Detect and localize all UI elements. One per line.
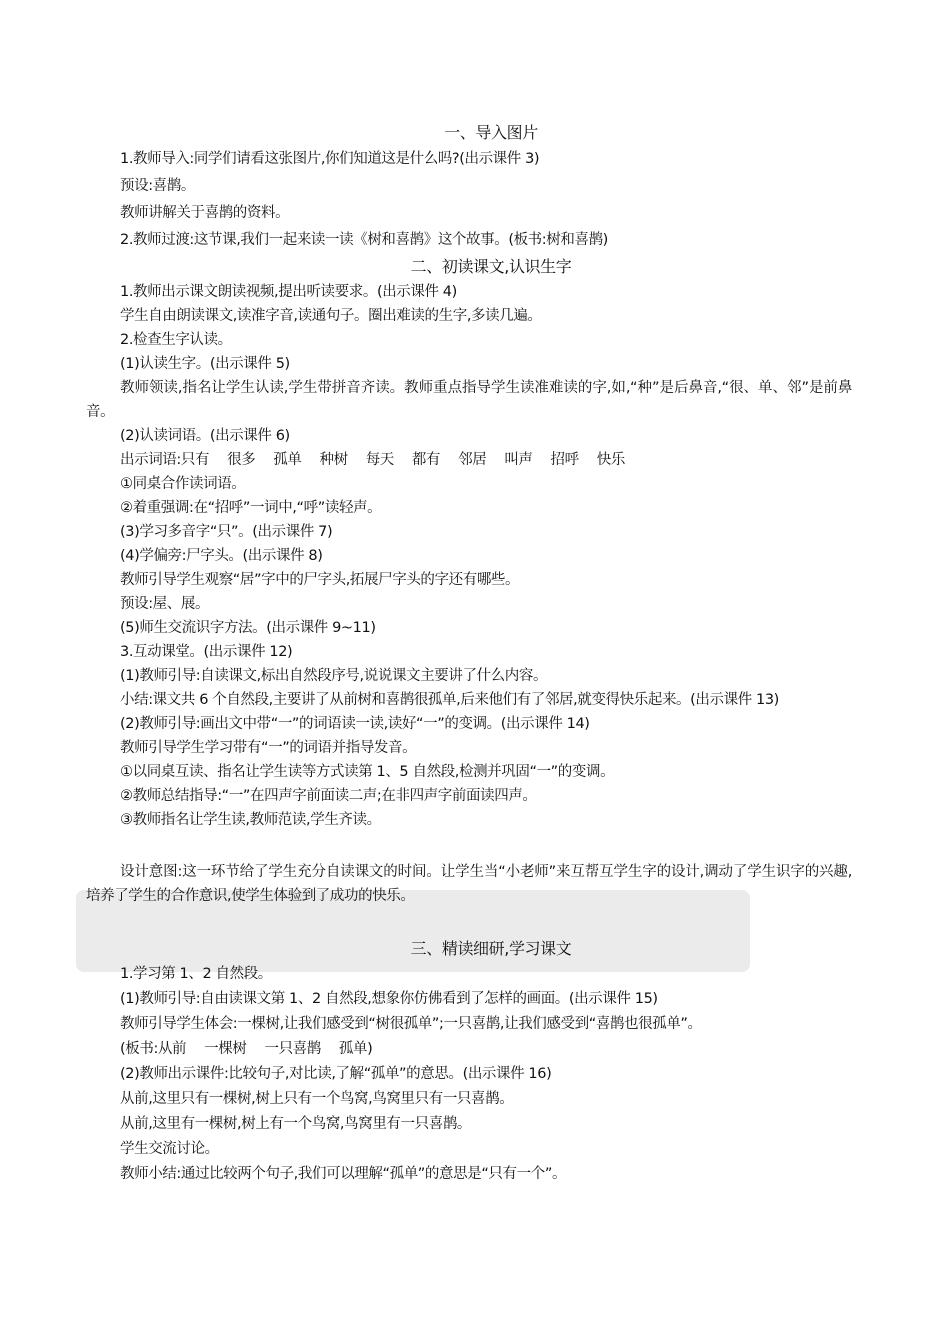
text-line: 教师小结:通过比较两个句子,我们可以理解“孤单”的意思是“只有一个”。 [120, 1166, 567, 1182]
text-line: 从前,这里只有一棵树,树上只有一个鸟窝,鸟窝里只有一只喜鹊。 [120, 1091, 514, 1107]
text-line: ①同桌合作读词语。 [120, 476, 246, 492]
word: 都有 [411, 452, 441, 468]
design-note: 设计意图:这一环节给了学生充分自读课文的时间。让学生当“小老师”来互帮互学生字的设计,调动了学生识字的兴趣,培养了学生的合作意识,使学生体验到了成功的快乐。 [86, 864, 852, 904]
text-line: (2)教师出示课件:比较句子,对比读,了解“孤单”的意思。(出示课件 16) [120, 1066, 552, 1082]
word: 很多 [227, 452, 256, 468]
text-line: 预设:屋、展。 [120, 596, 210, 612]
text-line: (1)教师引导:自读课文,标出自然段序号,说说课文主要讲了什么内容。 [120, 668, 548, 684]
text-line: ②着重强调:在“招呼”一词中,“呼”读轻声。 [120, 500, 382, 516]
board-note [86, 1037, 852, 1062]
text-line: (1)认读生字。(出示课件 5) [120, 356, 290, 372]
board-item: 从前 [157, 1041, 187, 1057]
word: 孤单 [273, 452, 302, 468]
board-item: 一只喜鹊 [264, 1041, 321, 1057]
word: 快乐 [596, 452, 625, 468]
text-line: ③教师指名让学生读,教师范读,学生齐读。 [120, 812, 381, 828]
board-end: ) [367, 1041, 373, 1057]
paragraph: 教师领读,指名让学生认读,学生带拼音齐读。教师重点指导学生读准难读的字,如,“种”是后鼻音,“很、单、邻”是前鼻音。 [86, 380, 852, 420]
word: 招呼 [550, 452, 579, 468]
text-line: 学生交流讨论。 [120, 1141, 219, 1157]
board-item: 孤单 [338, 1041, 368, 1057]
board-label: (板书: [120, 1041, 158, 1057]
board-item: 一棵树 [204, 1041, 247, 1057]
text-line: 教师引导学生体会:一棵树,让我们感受到“树很孤单”;一只喜鹊,让我们感受到“喜鹊也很孤单”。 [120, 1016, 702, 1032]
section-1 [86, 119, 852, 254]
text-line: 教师讲解关于喜鹊的资料。 [120, 205, 290, 221]
word: 只有 [180, 452, 210, 468]
text-line: (2)教师引导:画出文中带“一”的词语读一读,读好“一”的变调。(出示课件 14) [120, 716, 590, 732]
word: 叫声 [504, 452, 533, 468]
section-2 [86, 254, 852, 936]
text-line: 3.互动课堂。(出示课件 12) [120, 644, 293, 660]
text-line: 2.检查生字认读。 [120, 332, 232, 348]
section-heading: 二、初读课文,认识生字 [410, 257, 572, 276]
section-heading: 一、导入图片 [444, 123, 538, 142]
text-line: 从前,这里有一棵树,树上有一个鸟窝,鸟窝里有一只喜鹊。 [120, 1116, 472, 1132]
text-line: 学生自由朗读课文,读准字音,读通句子。圈出难读的生字,多读几遍。 [120, 308, 542, 324]
text-line: 1.教师出示课文朗读视频,提出听读要求。(出示课件 4) [120, 284, 457, 300]
text-line: 教师引导学生观察“居”字中的尸字头,拓展尸字头的字还有哪些。 [120, 572, 520, 588]
text-line: ②教师总结指导:“一”在四声字前面读二声;在非四声字前面读四声。 [120, 788, 537, 804]
document-body [86, 119, 852, 1187]
text-line: (1)教师引导:自由读课文第 1、2 自然段,想象你仿佛看到了怎样的画面。(出示课件 15) [120, 991, 658, 1007]
text-line: 教师引导学生学习带有“一”的词语并指导发音。 [120, 740, 417, 756]
word: 种树 [319, 452, 348, 468]
text-line: 预设:喜鹊。 [120, 178, 195, 194]
text-line: 2.教师过渡:这节课,我们一起来读一读《树和喜鹊》这个故事。(板书:树和喜鹊) [120, 232, 608, 248]
paragraph: 小结:课文共 6 个自然段,主要讲了从前树和喜鹊很孤单,后来他们有了邻居,就变得快乐起来。(出示课件 13) [120, 692, 779, 708]
text-line: 1.学习第 1、2 自然段。 [120, 966, 272, 982]
word: 每天 [365, 452, 394, 468]
section-3 [86, 936, 852, 1187]
text-line: ①以同桌互读、指名让学生读等方式读第 1、5 自然段,检测并巩固“一”的变调。 [120, 764, 615, 780]
text-line: (2)认读词语。(出示课件 6) [120, 428, 290, 444]
section-heading: 三、精读细研,学习课文 [410, 939, 572, 958]
word-list-label: 出示词语: [120, 452, 181, 468]
word: 邻居 [458, 452, 487, 468]
text-line: (4)学偏旁:尸字头。(出示课件 8) [120, 548, 323, 564]
word-list [86, 448, 852, 472]
text-line: (5)师生交流识字方法。(出示课件 9~11) [120, 620, 376, 636]
text-line: (3)学习多音字“只”。(出示课件 7) [120, 524, 333, 540]
text-line: 1.教师导入:同学们请看这张图片,你们知道这是什么吗?(出示课件 3) [120, 151, 540, 167]
